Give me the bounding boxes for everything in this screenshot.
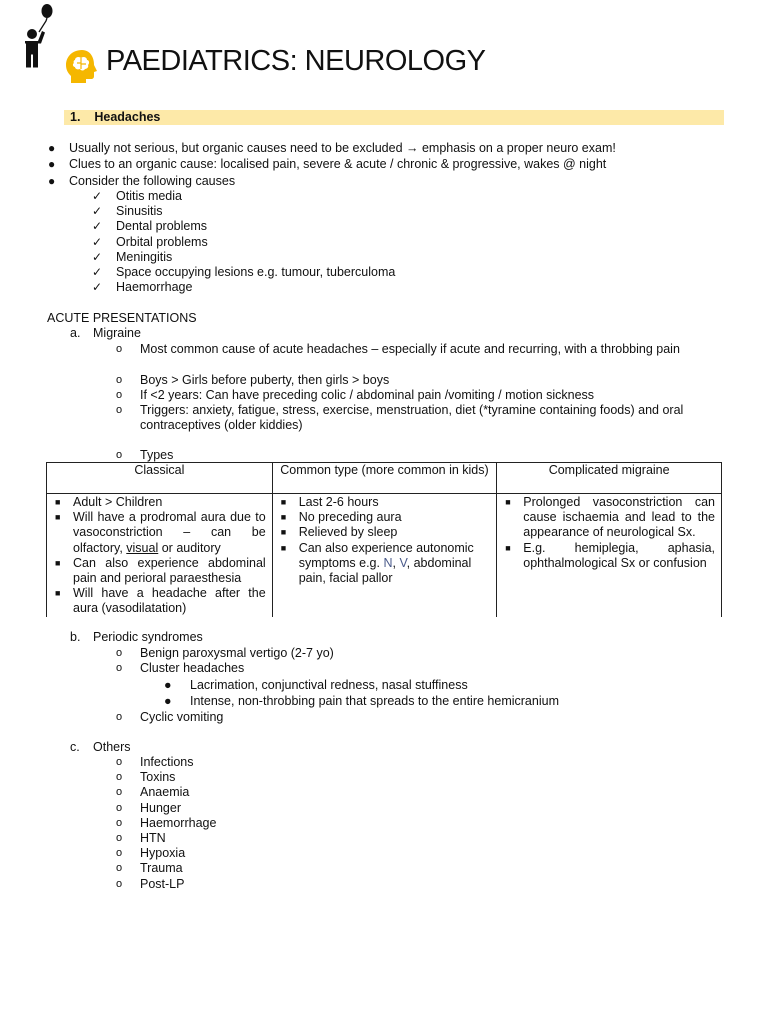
others-list [116, 755, 216, 892]
checkmark-icon: ✓ [92, 219, 103, 234]
periodic-syndromes-list-continued [116, 710, 700, 725]
square-bullet-icon: ■ [505, 497, 511, 507]
square-bullet-icon: ■ [55, 557, 61, 568]
list-item: ■ Relieved by sleep [277, 525, 491, 540]
table-header-row [47, 463, 722, 494]
list-item: ● Clues to an organic cause: localised pain, severe & acute / chronic & progressive, wakes @ night [44, 157, 734, 173]
others-heading: c. Others [70, 740, 131, 754]
list-item: ✓ Dental problems [92, 219, 208, 234]
square-bullet-icon: ■ [280, 542, 287, 553]
list-item: ■ Adult > Children [51, 495, 266, 510]
circle-bullet-icon: o [116, 771, 123, 784]
list-item: o Hunger [116, 800, 181, 815]
child-with-balloon-icon [18, 2, 58, 68]
section-heading [70, 110, 160, 125]
list-item: o Trauma [116, 861, 183, 876]
column-header: Classical [47, 463, 273, 494]
section-title: Headaches [94, 110, 161, 124]
list-item: o Benign paroxysmal vertigo (2-7 yo) [116, 646, 334, 660]
list-item: o Infections [116, 755, 194, 769]
list-item: o Cyclic vomiting [116, 710, 224, 724]
column-header: Complicated migraine [497, 463, 722, 494]
checkmark-icon: ✓ [92, 234, 103, 249]
list-item: ✓ Otitis media [92, 189, 182, 203]
circle-bullet-icon: o [116, 786, 123, 799]
bullet-icon: ● [48, 141, 56, 155]
list-item: ■ Will have a prodromal aura due to vasoconstriction – can be olfactory, visual or auditory [51, 510, 266, 556]
bullet-icon: ● [164, 678, 172, 692]
circle-bullet-icon: o [116, 816, 123, 829]
list-item: o Types [116, 448, 174, 463]
list-item: ■ Prolonged vasoconstriction can cause ischaemia and lead to the appearance of neurological Sx. [501, 495, 715, 541]
periodic-syndromes-list [116, 646, 700, 676]
circle-bullet-icon: o [116, 647, 123, 659]
circle-bullet-icon: o [116, 343, 123, 355]
list-item: ■ No preceding aura [277, 510, 491, 525]
checkmark-icon: ✓ [92, 249, 103, 264]
list-item: o Most common cause of acute headaches – especially if acute and recurring, with a throbbing pain [116, 342, 700, 373]
page-title: PAEDIATRICS: NEUROLOGY [106, 45, 486, 77]
circle-bullet-icon: o [116, 449, 123, 462]
list-item: o Post-LP [116, 876, 185, 891]
periodic-syndromes-heading: b. Periodic syndromes [70, 630, 203, 644]
migraine-types-table [46, 462, 722, 617]
circle-bullet-icon: o [116, 831, 123, 844]
list-item: o Triggers: anxiety, fatigue, stress, exercise, menstruation, diet (*tyramine containing foods) and oral contraceptives (older kiddies) [116, 403, 700, 449]
square-bullet-icon: ■ [505, 542, 511, 553]
list-item: ✓ Space occupying lesions e.g. tumour, tuberculoma [92, 264, 396, 279]
checkmark-icon: ✓ [92, 204, 103, 219]
circle-bullet-icon: o [116, 373, 123, 386]
acute-presentations-heading: ACUTE PRESENTATIONS [47, 311, 197, 325]
list-item: o Toxins [116, 770, 176, 785]
complicated-migraine-cell [497, 494, 722, 618]
square-bullet-icon: ■ [280, 497, 287, 507]
checkmark-icon: ✓ [92, 280, 103, 295]
circle-bullet-icon: o [116, 711, 123, 723]
checkmark-icon: ✓ [92, 264, 103, 279]
circle-bullet-icon: o [116, 877, 123, 890]
list-item: ■ E.g. hemiplegia, aphasia, ophthalmological Sx or confusion [501, 541, 715, 571]
list-item: ● Intense, non-throbbing pain that spreads to the entire hemicranium [164, 694, 559, 708]
bullet-icon: ● [48, 157, 56, 172]
list-item: ✓ Sinusitis [92, 204, 163, 219]
list-item: ✓ Haemorrhage [92, 280, 193, 295]
square-bullet-icon: ■ [55, 497, 61, 507]
square-bullet-icon: ■ [55, 512, 61, 523]
causes-list [92, 189, 395, 295]
list-item: ■ Will have a headache after the aura (vasodilatation) [51, 586, 266, 616]
list-item: o Boys > Girls before puberty, then girls > boys [116, 372, 390, 387]
list-item: ● Usually not serious, but organic causes need to be excluded → emphasis on a proper neuro exam! [44, 141, 734, 157]
list-item: o Cluster headaches [116, 661, 245, 676]
list-item: o Hypoxia [116, 846, 186, 861]
bullet-icon: ● [164, 694, 172, 708]
list-item: o Haemorrhage [116, 815, 217, 830]
circle-bullet-icon: o [116, 801, 123, 814]
list-item: o HTN [116, 830, 166, 845]
common-type-cell [272, 494, 497, 618]
list-item: ✓ Meningitis [92, 249, 173, 264]
classical-cell [47, 494, 273, 618]
list-item: o If <2 years: Can have preceding colic / abdominal pain /vomiting / motion sickness [116, 387, 595, 402]
square-bullet-icon: ■ [55, 588, 61, 599]
cluster-headache-points [164, 678, 559, 710]
circle-bullet-icon: o [116, 662, 123, 675]
list-item: ■ Can also experience autonomic symptoms e.g. N, V, abdominal pain, facial pallor [277, 541, 491, 587]
list-item: ■ Can also experience abdominal pain and perioral paraesthesia [51, 556, 266, 586]
square-bullet-icon: ■ [280, 527, 287, 538]
circle-bullet-icon: o [116, 756, 123, 768]
list-item: ■ Last 2-6 hours [277, 495, 491, 510]
column-header: Common type (more common in kids) [272, 463, 497, 494]
bullet-icon: ● [48, 173, 56, 188]
intro-bullets [44, 141, 734, 190]
brain-head-icon [64, 48, 100, 84]
list-item: ● Lacrimation, conjunctival redness, nasal stuffiness [164, 678, 468, 692]
section-number: 1. [70, 110, 81, 124]
list-item: o Anaemia [116, 785, 190, 800]
migraine-points [116, 342, 700, 464]
circle-bullet-icon: o [116, 403, 123, 416]
circle-bullet-icon: o [116, 862, 123, 875]
table-row [47, 494, 722, 618]
section-highlight-bar [64, 110, 724, 125]
list-item: ✓ Orbital problems [92, 234, 208, 249]
circle-bullet-icon: o [116, 388, 123, 401]
circle-bullet-icon: o [116, 847, 123, 860]
list-item: ● Consider the following causes [44, 174, 734, 190]
migraine-heading: a. Migraine [70, 326, 141, 340]
square-bullet-icon: ■ [280, 512, 287, 523]
checkmark-icon: ✓ [92, 189, 103, 203]
